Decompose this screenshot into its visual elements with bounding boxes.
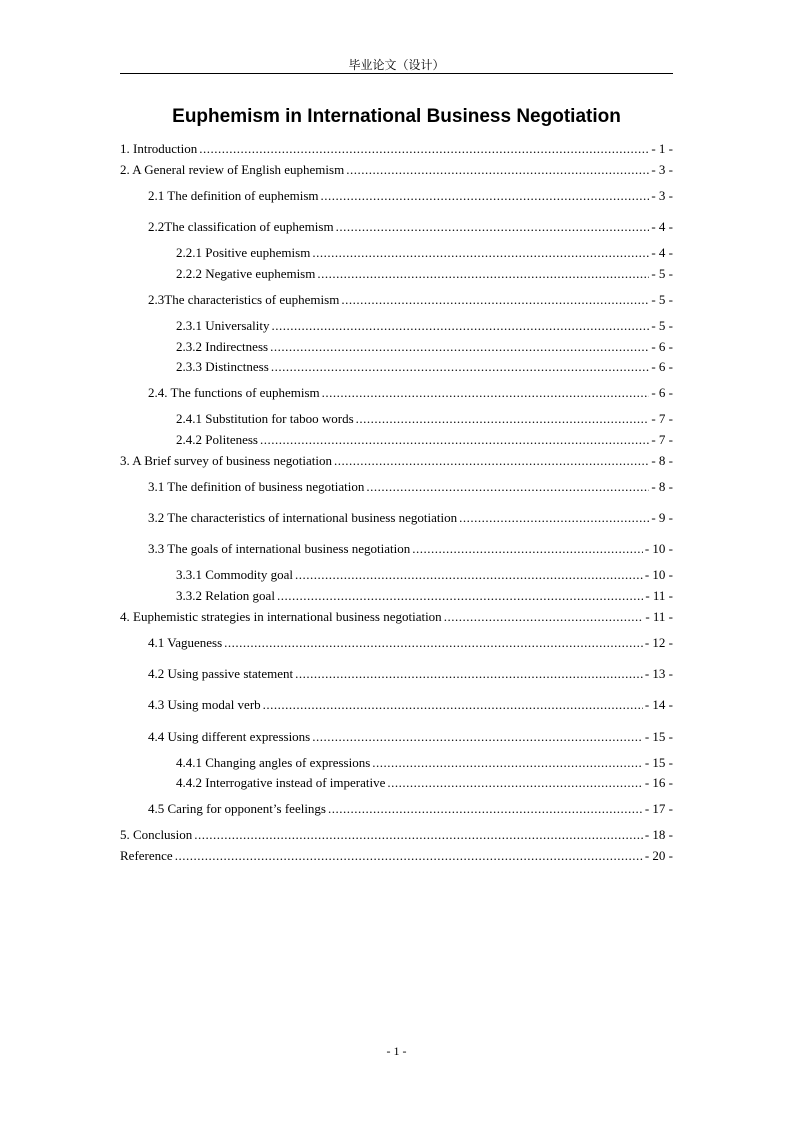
toc-entry-label: 2.3.3 Distinctness [176, 359, 269, 374]
toc-entry-label: 4.1 Vagueness [148, 635, 223, 650]
toc-entry-label: 2.1 The definition of euphemism [148, 188, 319, 203]
toc-entry-page: - 15 - [644, 729, 673, 744]
toc-entry[interactable] [176, 775, 673, 791]
toc-entry[interactable] [148, 801, 673, 817]
toc-entry-page: - 11 - [645, 609, 673, 624]
toc-entry[interactable] [148, 729, 673, 745]
toc-entry-label: 3.3.2 Relation goal [176, 588, 275, 603]
toc-entry-page: - 7 - [651, 411, 673, 426]
toc-entry-label: 2.3.2 Indirectness [176, 339, 269, 354]
toc-entry-page: - 17 - [644, 801, 673, 816]
toc-entry-page: - 6 - [651, 359, 673, 374]
toc-entry[interactable] [148, 541, 673, 557]
toc-entry-page: - 7 - [651, 432, 673, 447]
toc-entry-page: - 9 - [651, 510, 673, 525]
toc-entry[interactable] [148, 666, 673, 682]
toc-entry-page: - 10 - [644, 541, 673, 556]
toc-entry-label: 4.2 Using passive statement [148, 666, 294, 681]
running-header: 毕业论文（设计） [348, 58, 445, 72]
toc-leader-dots [271, 359, 650, 375]
toc-entry-page: - 15 - [644, 755, 673, 770]
document-title: Euphemism in International Business Negotiation [172, 106, 621, 127]
toc-leader-dots [321, 188, 650, 204]
toc-leader-dots [334, 453, 649, 469]
toc-entry-label: 2.3The characteristics of euphemism [148, 292, 340, 307]
toc-entry[interactable] [176, 266, 673, 282]
toc-entry-label: 3.3 The goals of international business negotiation [148, 541, 411, 556]
toc-entry-label: 4.3 Using modal verb [148, 697, 261, 712]
toc-entry-label: 3.1 The definition of business negotiation [148, 479, 365, 494]
toc-leader-dots [194, 827, 643, 843]
toc-entry-label: 2.4.1 Substitution for taboo words [176, 411, 354, 426]
toc-leader-dots [366, 479, 649, 495]
toc-leader-dots [328, 801, 643, 817]
toc-entry-page: - 8 - [651, 453, 673, 468]
toc-entry-page: - 16 - [644, 775, 673, 790]
toc-leader-dots [312, 729, 643, 745]
toc-leader-dots [322, 385, 650, 401]
toc-entry-page: - 6 - [651, 385, 673, 400]
toc-entry[interactable] [176, 318, 673, 334]
toc-entry-label: 4.4.2 Interrogative instead of imperative [176, 775, 386, 790]
toc-entry-page: - 18 - [644, 827, 673, 842]
toc-leader-dots [277, 588, 643, 604]
toc-leader-dots [295, 567, 643, 583]
toc-entry-label: 2.4. The functions of euphemism [148, 385, 320, 400]
toc-leader-dots [459, 510, 649, 526]
toc-entry[interactable] [148, 479, 673, 495]
toc-entry-label: 4.4.1 Changing angles of expressions [176, 755, 371, 770]
toc-entry-label: 3. A Brief survey of business negotiation [120, 453, 332, 468]
toc-entry-page: - 12 - [644, 635, 673, 650]
toc-entry-page: - 4 - [651, 245, 673, 260]
toc-entry[interactable] [176, 432, 673, 448]
toc-entry[interactable] [148, 219, 673, 235]
toc-entry[interactable] [148, 697, 673, 713]
toc-leader-dots [317, 266, 649, 282]
toc-leader-dots [387, 775, 642, 791]
toc-entry-page: - 11 - [645, 588, 673, 603]
toc-entry-label: 2.4.2 Politeness [176, 432, 258, 447]
toc-entry-page: - 5 - [651, 292, 673, 307]
toc-leader-dots [444, 609, 644, 625]
toc-leader-dots [270, 339, 649, 355]
toc-entry-page: - 14 - [644, 697, 673, 712]
toc-entry-label: 4.4 Using different expressions [148, 729, 311, 744]
toc-entry[interactable] [176, 339, 673, 355]
toc-entry[interactable] [148, 635, 673, 651]
toc-entry[interactable] [176, 411, 673, 427]
page-number: - 1 - [386, 1044, 407, 1058]
toc-entry-page: - 3 - [651, 162, 673, 177]
toc-entry[interactable] [176, 755, 673, 771]
toc-entry[interactable] [148, 292, 673, 308]
toc-entry-label: 1. Introduction [120, 141, 198, 156]
toc-entry[interactable] [176, 245, 673, 261]
toc-entry[interactable] [176, 567, 673, 583]
toc-entry-page: - 8 - [651, 479, 673, 494]
toc-entry[interactable] [120, 453, 673, 469]
toc-entry-page: - 6 - [651, 339, 673, 354]
toc-entry[interactable] [176, 588, 673, 604]
toc-leader-dots [263, 697, 643, 713]
toc-entry-label: 3.2 The characteristics of international business negotiation [148, 510, 458, 525]
toc-entry-label: 2.3.1 Universality [176, 318, 270, 333]
toc-entry-label: 2.2.1 Positive euphemism [176, 245, 311, 260]
toc-entry[interactable] [148, 510, 673, 526]
toc-leader-dots [372, 755, 643, 771]
toc-entry[interactable] [148, 385, 673, 401]
toc-entry[interactable] [120, 827, 673, 843]
toc-leader-dots [175, 848, 643, 864]
toc-entry[interactable] [120, 609, 673, 625]
toc-entry[interactable] [148, 188, 673, 204]
toc-entry-page: - 5 - [651, 318, 673, 333]
toc-leader-dots [356, 411, 650, 427]
toc-entry[interactable] [120, 848, 673, 864]
toc-entry-label: 4.5 Caring for opponent’s feelings [148, 801, 326, 816]
toc-leader-dots [336, 219, 650, 235]
toc-leader-dots [412, 541, 643, 557]
toc-entry-page: - 5 - [651, 266, 673, 281]
toc-entry-label: 4. Euphemistic strategies in international business negotiation [120, 609, 442, 624]
toc-entry-label: 2. A General review of English euphemism [120, 162, 345, 177]
toc-entry-page: - 20 - [644, 848, 673, 863]
toc-entry-label: 3.3.1 Commodity goal [176, 567, 293, 582]
toc-leader-dots [260, 432, 649, 448]
toc-entry-page: - 10 - [644, 567, 673, 582]
toc-entry[interactable] [120, 162, 673, 178]
toc-entry-label: 2.2The classification of euphemism [148, 219, 334, 234]
toc-leader-dots [312, 245, 649, 261]
toc-entry-page: - 4 - [651, 219, 673, 234]
toc-entry-label: Reference [120, 848, 173, 863]
toc-entry-page: - 13 - [644, 666, 673, 681]
toc-leader-dots [346, 162, 649, 178]
toc-entry-label: 5. Conclusion [120, 827, 193, 842]
toc-entry[interactable] [120, 141, 673, 157]
toc-leader-dots [199, 141, 649, 157]
toc-entry[interactable] [176, 359, 673, 375]
toc-entry-page: - 3 - [651, 188, 673, 203]
toc-leader-dots [224, 635, 643, 651]
toc-leader-dots [272, 318, 650, 334]
toc-leader-dots [341, 292, 649, 308]
toc-leader-dots [295, 666, 643, 682]
toc-entry-page: - 1 - [651, 141, 673, 156]
toc-entry-label: 2.2.2 Negative euphemism [176, 266, 316, 281]
